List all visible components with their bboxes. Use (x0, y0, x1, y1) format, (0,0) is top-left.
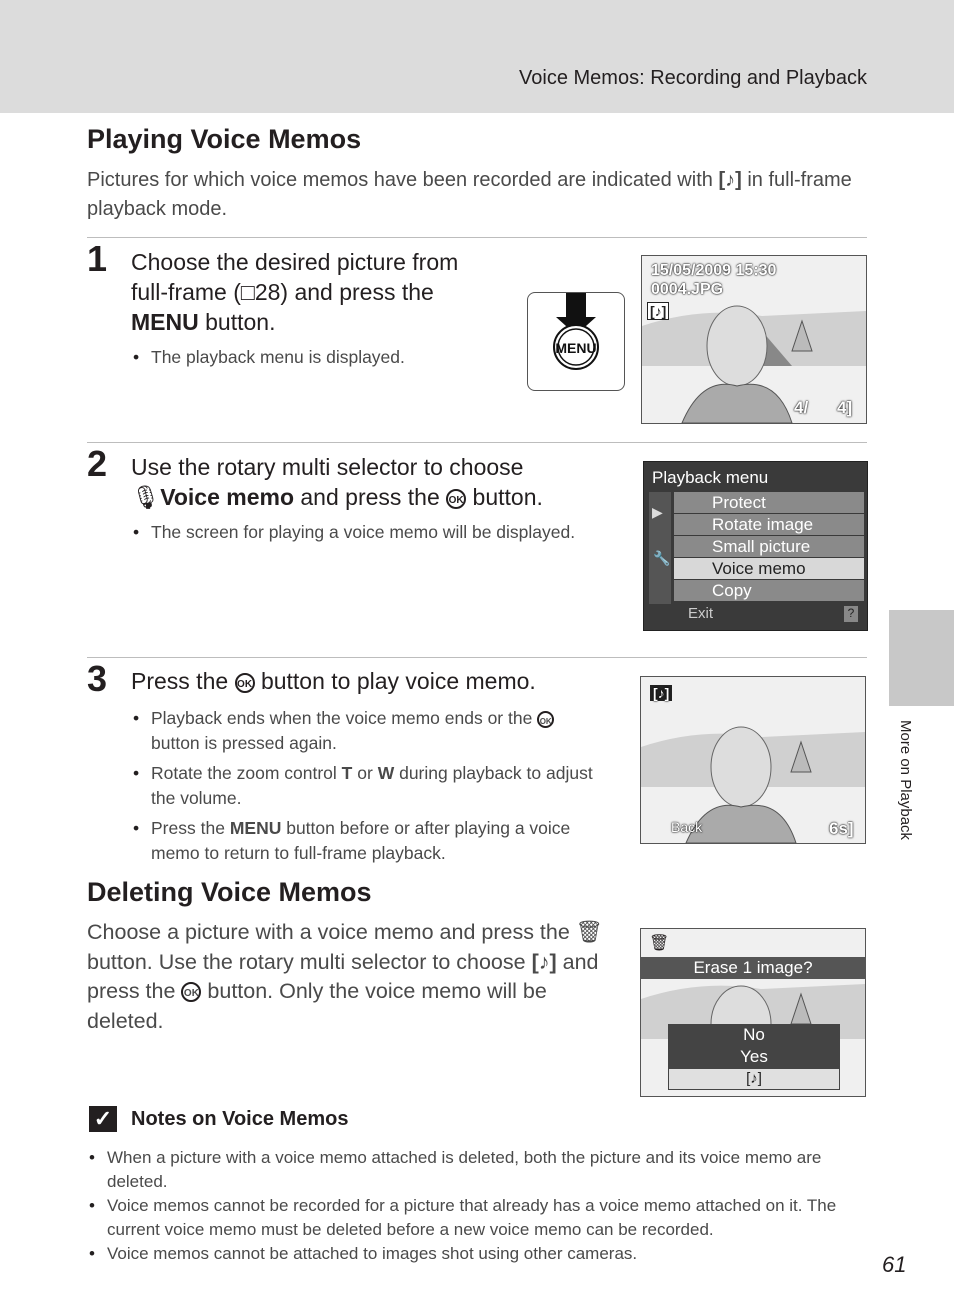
ok-icon: OK (235, 673, 255, 693)
notes-list (87, 1146, 867, 1266)
page-header (0, 0, 954, 113)
chapter-label: More on Playback (897, 720, 914, 841)
divider (87, 657, 867, 658)
step-number: 2 (87, 443, 108, 484)
step-number: 1 (87, 238, 108, 279)
voice-memo-icon: [♪] (718, 169, 742, 191)
menu-glyph: MENU (229, 818, 282, 838)
playing-intro: Pictures for which voice memos have been recorded are indicated with [♪] in full-frame playback mode. (87, 166, 867, 224)
ok-icon: OK (446, 489, 466, 509)
setup-tab-icon: 🔧 (653, 550, 671, 566)
option-yes[interactable]: Yes (668, 1046, 840, 1068)
note-item: • When a picture with a voice memo attached is deleted, both the picture and its voice memo are deleted. (87, 1146, 867, 1194)
step2-text: Use the rotary multi selector to choose 🎙Voice memo and press the OK button. (131, 454, 543, 510)
bullet: • The playback menu is displayed. (131, 345, 511, 370)
chapter-tab (889, 610, 954, 706)
playing-heading: Playing Voice Memos (87, 124, 362, 154)
ok-icon: OK (181, 982, 201, 1002)
menu-item-rotate: Rotate image (674, 514, 864, 535)
menu-button-icon (528, 293, 624, 390)
option-no[interactable]: No (668, 1024, 840, 1046)
option-voice-memo[interactable]: [♪] (668, 1068, 840, 1090)
play-tab-icon: ▶ (652, 504, 663, 520)
divider (87, 442, 867, 443)
microphone-icon: 🎙 (131, 484, 161, 510)
menu-title: Playback menu (652, 468, 769, 487)
zoom-t-glyph: T (341, 763, 353, 783)
bullet: • Rotate the zoom control T or W during playback to adjust the volume. (131, 761, 601, 811)
note-item: • Voice memos cannot be recorded for a picture that already has a voice memo attached on it. The current voice memo must be deleted before a new voice memo can be recorded. (87, 1194, 867, 1242)
deleting-heading: Deleting Voice Memos (87, 877, 372, 907)
menu-exit-label: Exit (688, 605, 714, 622)
voice-memo-playback-screen (640, 676, 866, 844)
voice-memo-icon: [♪] (531, 949, 557, 974)
deleting-text: Choose a picture with a voice memo and press the 🗑 button. Use the rotary multi selector to choose [♪] and press the OK button. Only the voice memo will be deleted. (87, 920, 604, 1033)
step1-text: Choose the desired picture from full-frame (□28) and press the MENU button. (131, 249, 459, 335)
menu-item-copy: Copy (674, 580, 864, 601)
menu-button-illustration (527, 292, 625, 391)
playback-menu-screen (643, 461, 868, 631)
frame-counter: 4/ (794, 398, 809, 417)
note-item: • Voice memos cannot be attached to images shot using other cameras. (87, 1242, 867, 1266)
step-number: 3 (87, 658, 108, 699)
svg-text:MENU: MENU (555, 340, 597, 356)
help-icon: ? (844, 606, 858, 622)
bullet: • The screen for playing a voice memo will be displayed. (131, 520, 621, 545)
page-number: 61 (882, 1252, 907, 1277)
bullet: • Playback ends when the voice memo ends or the OK button is pressed again. (131, 706, 601, 756)
zoom-w-glyph: W (377, 763, 395, 783)
trash-icon: 🗑 (649, 935, 670, 952)
menu-item-small-picture: Small picture (674, 536, 864, 557)
ok-icon: OK (537, 711, 554, 728)
step2-bullets (131, 520, 621, 550)
menu-glyph: MENU (131, 309, 199, 335)
menu-item-voice-memo: Voice memo (674, 558, 864, 579)
trash-icon: 🗑 (575, 920, 604, 944)
voice-memo-indicator: [♪] (650, 685, 672, 701)
step3-text: Press the OK button to play voice memo. (131, 668, 536, 694)
photo-datetime: 15/05/2009 15:30 (651, 262, 777, 279)
notes-title: Notes on Voice Memos (131, 1108, 349, 1130)
photo-filename: 0004.JPG (651, 281, 724, 298)
step1-bullets (131, 345, 511, 375)
erase-confirm-screen (640, 928, 866, 1097)
frame-total: 4] (837, 398, 853, 417)
fullframe-screen (641, 255, 867, 424)
section-title: Voice Memos: Recording and Playback (519, 67, 867, 89)
book-icon: □ (240, 279, 255, 305)
erase-prompt: Erase 1 image? (641, 957, 865, 979)
bullet: • Press the MENU button before or after playing a voice memo to return to full-frame playback. (131, 816, 601, 866)
memo-duration: 6s] (829, 819, 854, 838)
check-mark-icon: ✓ (89, 1106, 117, 1132)
step3-bullets (131, 706, 601, 871)
divider (87, 237, 867, 238)
back-label: Back (671, 819, 703, 835)
menu-item-protect: Protect (674, 492, 864, 513)
voice-memo-indicator: [♪] (647, 302, 669, 320)
